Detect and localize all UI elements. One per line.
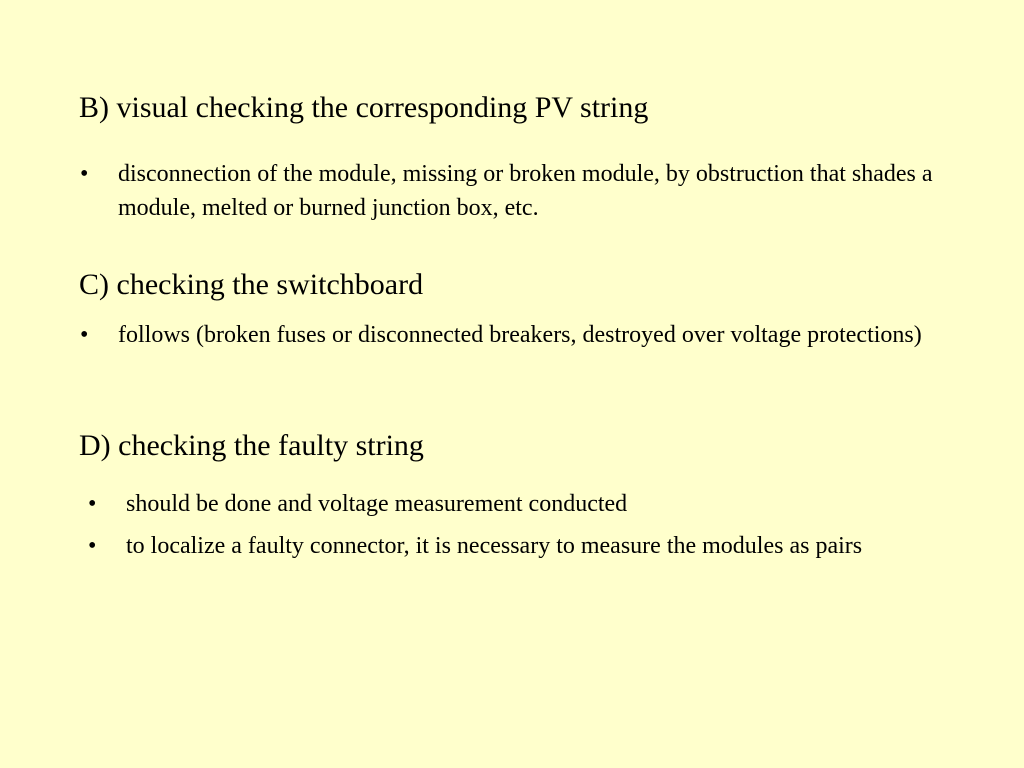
section-heading-d: D) checking the faulty string — [79, 429, 424, 462]
bullet-list-d — [88, 487, 966, 563]
bullet-list-c — [80, 318, 958, 352]
bullet-text: disconnection of the module, missing or broken module, by obstruction that shades a module, melted or burned junction box, etc. — [118, 161, 933, 221]
bullet-icon: • — [88, 491, 97, 517]
section-heading-b: B) visual checking the corresponding PV string — [79, 91, 649, 124]
bullet-list-b — [80, 157, 958, 225]
section-heading-c: C) checking the switchboard — [79, 268, 424, 301]
bullet-item — [80, 157, 958, 225]
bullet-item — [88, 529, 966, 563]
bullet-text: should be done and voltage measurement conducted — [126, 491, 628, 517]
bullet-item — [88, 487, 966, 521]
bullet-text: follows (broken fuses or disconnected breakers, destroyed over voltage protections) — [118, 322, 922, 348]
bullet-icon: • — [88, 533, 97, 559]
bullet-item — [80, 318, 958, 352]
bullet-icon: • — [80, 161, 89, 187]
bullet-text: to localize a faulty connector, it is necessary to measure the modules as pairs — [126, 533, 863, 559]
bullet-icon: • — [80, 322, 89, 348]
